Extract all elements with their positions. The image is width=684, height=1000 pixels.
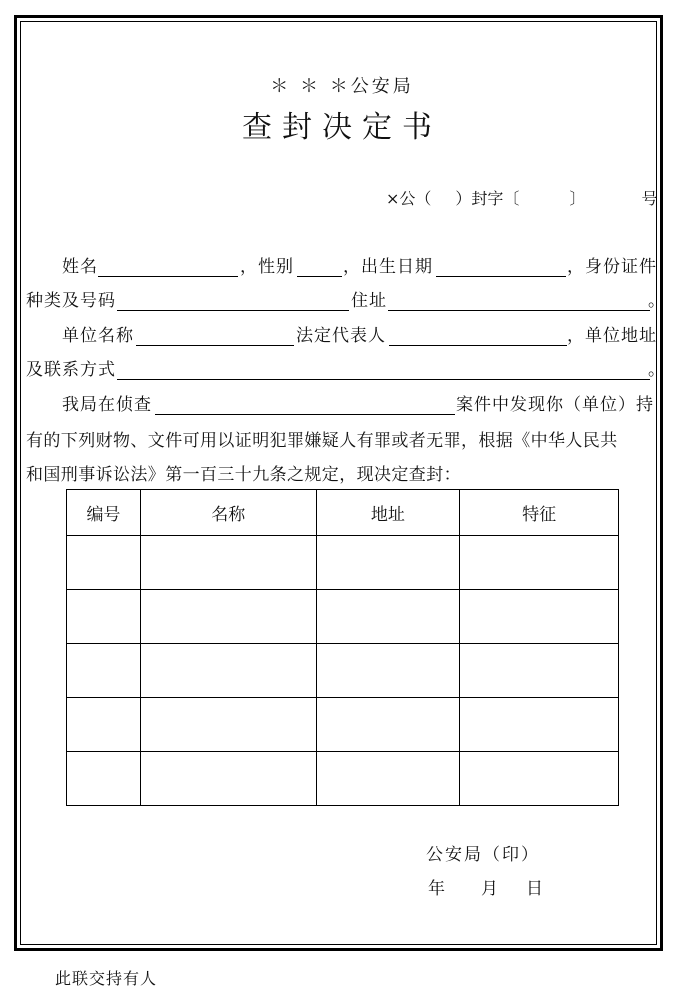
- table-cell[interactable]: [460, 752, 619, 806]
- id-label: ，身份证件: [567, 257, 657, 277]
- contact-period: 。: [648, 360, 666, 380]
- table-cell[interactable]: [140, 752, 316, 806]
- doc-number-prefix: ×公（: [386, 189, 432, 208]
- day-label: 日: [526, 879, 545, 899]
- col-header-number: 编号: [67, 490, 141, 536]
- paragraph-line-3: 和国刑事诉讼法》第一百三十九条之规定，现决定查封：: [26, 465, 461, 485]
- name-label: 姓名: [62, 257, 98, 277]
- table-cell[interactable]: [316, 752, 460, 806]
- unit-name-label: 单位名称: [62, 326, 134, 346]
- unit-address-label: ，单位地址: [567, 326, 657, 346]
- birth-date-field[interactable]: [436, 276, 566, 277]
- contact-field[interactable]: [117, 379, 650, 380]
- table-row: [67, 698, 619, 752]
- table-cell[interactable]: [460, 698, 619, 752]
- col-header-name: 名称: [140, 490, 316, 536]
- table-cell[interactable]: [316, 590, 460, 644]
- contact-label: 及联系方式: [26, 360, 116, 380]
- issuing-organization: ＊ ＊ ＊公安局: [270, 76, 414, 97]
- legal-rep-label: 法定代表人: [296, 326, 386, 346]
- case-suffix: 案件中发现你（单位）持: [456, 395, 654, 415]
- address-label: 住址: [351, 291, 387, 311]
- table-cell[interactable]: [67, 536, 141, 590]
- table-cell[interactable]: [67, 644, 141, 698]
- year-label: 年: [428, 879, 447, 899]
- birth-label: ，出生日期: [343, 257, 433, 277]
- table-row: [67, 644, 619, 698]
- table-cell[interactable]: [140, 590, 316, 644]
- gender-label: ，性别: [240, 257, 294, 277]
- seal-label: 公安局（印）: [426, 845, 540, 865]
- table-row: [67, 590, 619, 644]
- month-label: 月: [481, 879, 500, 899]
- document-title: 查封决定书: [242, 110, 442, 145]
- col-header-address: 地址: [316, 490, 460, 536]
- table-cell[interactable]: [67, 590, 141, 644]
- col-header-feature: 特征: [460, 490, 619, 536]
- table-cell[interactable]: [316, 644, 460, 698]
- case-name-field[interactable]: [155, 414, 455, 415]
- doc-number-middle: ）封字〔: [455, 189, 520, 208]
- document-number: [386, 186, 657, 209]
- table-cell[interactable]: [140, 536, 316, 590]
- id-label-cont: 种类及号码: [26, 291, 116, 311]
- name-field[interactable]: [98, 276, 238, 277]
- table-cell[interactable]: [460, 536, 619, 590]
- address-period: 。: [648, 291, 666, 311]
- table-header-row: [67, 490, 619, 536]
- table-cell[interactable]: [460, 590, 619, 644]
- table-cell[interactable]: [460, 644, 619, 698]
- unit-name-field[interactable]: [136, 345, 294, 346]
- doc-number-bracket-close: 〕: [569, 189, 586, 208]
- address-field[interactable]: [388, 310, 650, 311]
- id-number-field[interactable]: [117, 310, 349, 311]
- table-cell[interactable]: [140, 644, 316, 698]
- table-cell[interactable]: [316, 536, 460, 590]
- sealed-items-table: [66, 489, 619, 806]
- table-row: [67, 536, 619, 590]
- gender-field[interactable]: [297, 276, 342, 277]
- date-line: [428, 874, 545, 899]
- case-prefix: 我局在侦查: [62, 395, 152, 415]
- legal-rep-field[interactable]: [389, 345, 567, 346]
- table-row: [67, 752, 619, 806]
- table-cell[interactable]: [67, 698, 141, 752]
- paragraph-line-2: 有的下列财物、文件可用以证明犯罪嫌疑人有罪或者无罪，根据《中华人民共: [26, 431, 618, 451]
- doc-number-suffix: 号: [641, 189, 658, 208]
- table-cell[interactable]: [316, 698, 460, 752]
- copy-note: 此联交持有人: [55, 969, 158, 988]
- table-cell[interactable]: [140, 698, 316, 752]
- table-cell[interactable]: [67, 752, 141, 806]
